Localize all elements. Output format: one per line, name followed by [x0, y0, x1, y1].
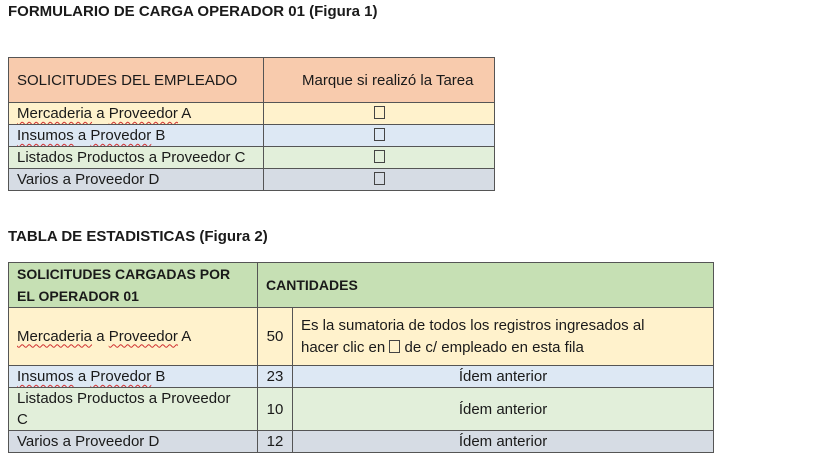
- table-row: [9, 125, 495, 147]
- table-row: [9, 366, 714, 388]
- checkbox-cell[interactable]: [264, 125, 495, 147]
- row-label: Varios a Proveedor D: [9, 431, 258, 453]
- statistics-table: [8, 262, 714, 453]
- table-header-row: [9, 263, 714, 308]
- table-row: [9, 431, 714, 453]
- checkbox-cell[interactable]: [264, 169, 495, 191]
- checkbox-icon[interactable]: [374, 106, 385, 119]
- checkbox-icon[interactable]: [374, 172, 385, 185]
- figure1-title: FORMULARIO DE CARGA OPERADOR 01 (Figura 1): [8, 3, 378, 20]
- note-cell: Ídem anterior: [293, 431, 714, 453]
- table-row: [9, 169, 495, 191]
- table-row: [9, 147, 495, 169]
- table-header-row: [9, 58, 495, 103]
- column-header-quantities: CANTIDADES: [258, 263, 714, 308]
- row-label: Listados Productos a Proveedor C: [9, 147, 264, 169]
- row-label: Insumos a Provedor B: [9, 125, 264, 147]
- row-label: Insumos a Provedor B: [9, 366, 258, 388]
- checkbox-cell[interactable]: [264, 147, 495, 169]
- count-cell: 50: [258, 308, 293, 366]
- column-header-requests: SOLICITUDES DEL EMPLEADO: [9, 58, 264, 103]
- row-label: Listados Productos a Proveedor C: [9, 388, 258, 431]
- table-row: [9, 103, 495, 125]
- table-row: [9, 388, 714, 431]
- checkbox-icon[interactable]: [374, 150, 385, 163]
- table-row: [9, 308, 714, 366]
- row-label: Varios a Proveedor D: [9, 169, 264, 191]
- checkbox-icon: [389, 340, 400, 353]
- checkbox-icon[interactable]: [374, 128, 385, 141]
- count-cell: 23: [258, 366, 293, 388]
- note-cell: Ídem anterior: [293, 388, 714, 431]
- count-cell: 12: [258, 431, 293, 453]
- column-header-mark: Marque si realizó la Tarea: [264, 58, 495, 103]
- task-form-table: [8, 57, 495, 191]
- checkbox-cell[interactable]: [264, 103, 495, 125]
- figure2-title: TABLA DE ESTADISTICAS (Figura 2): [8, 228, 268, 245]
- column-header-requests: SOLICITUDES CARGADAS POR EL OPERADOR 01: [9, 263, 258, 308]
- note-cell: Ídem anterior: [293, 366, 714, 388]
- row-label: Mercaderia a Proveedor A: [9, 308, 258, 366]
- note-cell: Es la sumatoria de todos los registros ingresados al hacer clic en de c/ empleado en esta fila: [293, 308, 714, 366]
- count-cell: 10: [258, 388, 293, 431]
- row-label: Mercaderia a Proveedor A: [9, 103, 264, 125]
